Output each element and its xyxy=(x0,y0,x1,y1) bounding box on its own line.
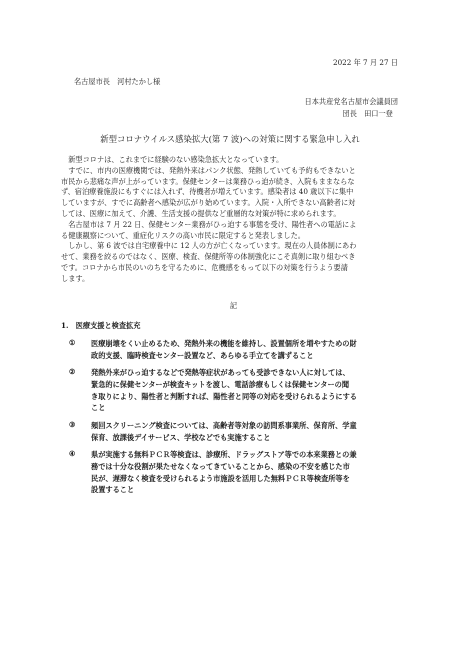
sender-organization: 日本共産党名古屋市会議員団 xyxy=(304,97,398,106)
paragraph-1 xyxy=(61,155,406,166)
item-line: 緊急的に保健センターが検査キットを渡し、電話診療もしくは保健センターの聞 xyxy=(91,380,350,390)
paragraph-3 xyxy=(61,220,406,242)
item-line: こと xyxy=(91,403,106,413)
item-line: 民が、遅滞なく検査を受けられるよう市施設を活用した無料ＰＣＲ等検査所等を xyxy=(91,473,350,483)
paragraph-line: しかし、第 6 波では自宅療養中に 12 人の方が亡くなっています。現在の人員体制にあわ xyxy=(61,241,357,251)
item-number: ① xyxy=(69,338,76,348)
paragraph-line: せて、業務を絞るのではなく、医療、検査、保健所等の体制強化にこそ真剣に取り組むべき xyxy=(61,252,356,262)
list-item xyxy=(61,420,406,443)
item-text xyxy=(91,449,406,496)
list-item xyxy=(61,449,406,496)
document-date: 2022 年 7 月 27 日 xyxy=(333,58,398,67)
paragraph-line: しては、医療に加えて、介護、生活支援の提供など重層的な対策が特に求められます。 xyxy=(61,208,341,218)
paragraph-line: です。コロナから市民のいのちを守るために、危機感をもって以下の対策を行うよう要請 xyxy=(61,262,348,272)
item-text xyxy=(91,420,406,443)
item-number: ③ xyxy=(69,420,76,430)
item-line: 医療崩壊をくい止めるため、発熱外来の機能を維持し、設置個所を増やすための財 xyxy=(91,339,357,349)
paragraph-2 xyxy=(61,166,406,220)
item-text xyxy=(91,338,406,361)
paragraph-line: る健康観察について、重症化リスクの高い市民に限定すると発表しました。 xyxy=(61,230,305,240)
item-line: 保育、放課後デイサービス、学校などでも実施すること xyxy=(91,432,271,442)
paragraph-line: 新型コロナは、これまでに経験のない感染急拡大となっています。 xyxy=(61,155,284,164)
item-number: ② xyxy=(69,367,76,377)
item-number: ④ xyxy=(69,449,76,459)
paragraph-line: します。 xyxy=(61,273,90,283)
ki-heading: 記 xyxy=(229,300,238,310)
sender-block xyxy=(305,96,398,119)
paragraph-4 xyxy=(61,241,406,284)
item-line: 設置すること xyxy=(91,485,135,495)
list-item xyxy=(61,338,406,361)
section-heading: 1. 医療支援と検査拡充 xyxy=(61,321,141,331)
sender-leader: 団長 田口一登 xyxy=(342,108,393,118)
paragraph-line: していますが、すでに高齢者へ感染が広がり始めています。入院・入所できない高齢者に対 xyxy=(61,198,356,208)
item-line: 県が実施する無料ＰＣＲ等検査は、診療所、ドラッグストア等での本来業務との兼 xyxy=(91,450,357,460)
paragraph-line: 名古屋市は 7 月 22 日、保健センター業務がひっ迫する事態を受け、陽性者への電話によ xyxy=(61,219,357,229)
item-text xyxy=(91,367,406,414)
document-title: 新型コロナウイルス感染拡大(第 7 波)への対策に関する緊急申し入れ xyxy=(100,134,360,144)
paragraph-line: すでに、市内の医療機関では、発熱外来はパンク状態、発熱していても予約もできないと xyxy=(61,165,356,175)
list-item xyxy=(61,367,406,414)
paragraph-line: ず、宿泊療養施設にもすぐには入れず、待機者が増えています。感染者は 40 歳以下に集中 xyxy=(61,187,354,197)
item-line: 頻回スクリーニング検査については、高齢者等対象の訪問系事業所、保育所、学童 xyxy=(91,421,357,431)
item-line: 政的支援、臨時検査センター設置など、あらゆる手立てを講ずること xyxy=(91,350,314,360)
item-line: 務では十分な役割が果たせなくなってきていることから、感染の不安を感じた市 xyxy=(91,462,350,472)
item-line: 発熱外来がひっ迫するなどで発熱等症状があっても受診できない人に対しては、 xyxy=(91,368,350,378)
addressee: 名古屋市長 河村たかし様 xyxy=(74,77,161,86)
document-body xyxy=(61,155,406,496)
item-line: き取りにより、陽性者と判断すれば、陽性者と同等の対応を受けられるようにする xyxy=(91,391,357,401)
paragraph-line: 市民から悲痛な声が上がっています。保健センターは業務ひっ迫が続き、入院もままならな xyxy=(61,176,355,186)
